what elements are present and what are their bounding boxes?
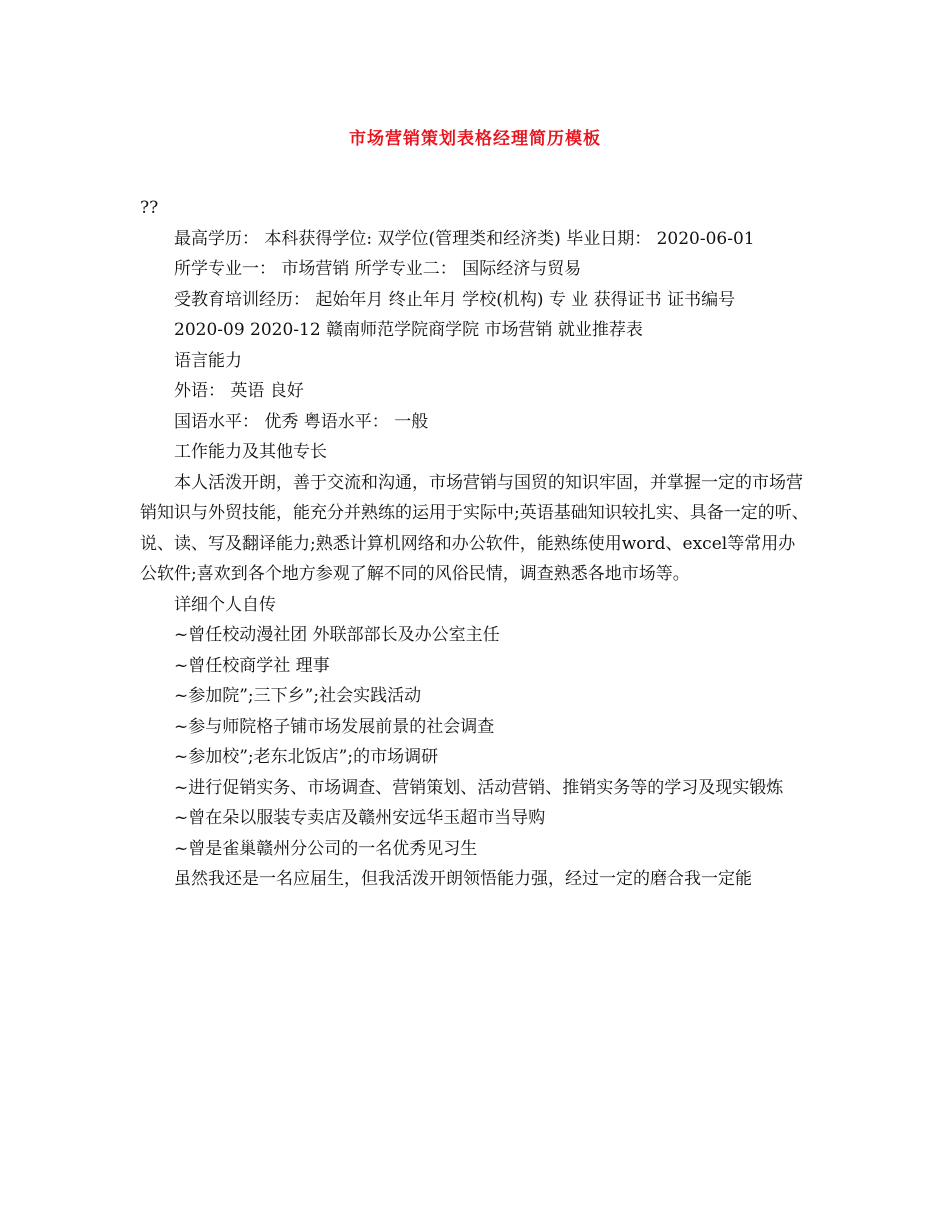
line-mandarin-cantonese: 国语水平： 优秀 粤语水平： 一般 [174, 411, 429, 432]
paragraph-skills: 本人活泼开朗，善于交流和沟通，市场营销与国贸的知识牢固，并掌握一定的市场营销知识与外贸技能，能充分并熟练的运用于实际中;英语基础知识较扎实、具备一定的听、说、读、写及翻译能力;熟悉计算机网络和办公软件，能熟练使用word、excel等常用办公软件;喜欢到各个地方参观了解不同的风俗民情，调查熟悉各地市场等。 [140, 472, 809, 584]
list-item: ~参与师院格子铺市场发展前景的社会调查 [174, 716, 495, 737]
document-body [140, 193, 812, 895]
list-item: ~曾任校动漫社团 外联部部长及办公室主任 [174, 625, 500, 645]
line-training-record: 2020-09 2020-12 赣南师范学院商学院 市场营销 就业推荐表 [174, 320, 643, 340]
line-foreign-language: 外语： 英语 良好 [174, 381, 304, 401]
list-item: ~曾是雀巢赣州分公司的一名优秀见习生 [174, 838, 478, 859]
document-title: 市场营销策划表格经理简历模板 [349, 129, 601, 149]
heading-skills: 工作能力及其他专长 [174, 442, 327, 462]
line-training-header: 受教育培训经历： 起始年月 终止年月 学校(机构) 专 业 获得证书 证书编号 [174, 289, 736, 310]
line-placeholder-marks: ?? [140, 198, 159, 218]
list-item: ~曾任校商学社 理事 [174, 655, 330, 676]
list-item: ~曾在朵以服装专卖店及赣州安远华玉超市当导购 [174, 808, 546, 828]
line-majors: 所学专业一： 市场营销 所学专业二： 国际经济与贸易 [174, 259, 582, 279]
line-education: 最高学历： 本科获得学位: 双学位(管理类和经济类) 毕业日期： 2020-06-01 [174, 228, 755, 249]
list-item: ~参加校”;老东北饭店”;的市场调研 [174, 747, 439, 767]
heading-language: 语言能力 [174, 350, 242, 371]
paragraph-closing: 虽然我还是一名应届生，但我活泼开朗领悟能力强，经过一定的磨合我一定能 [174, 869, 752, 889]
heading-autobiography: 详细个人自传 [174, 594, 276, 615]
list-item: ~进行促销实务、市场调查、营销策划、活动营销、推销实务等的学习及现实锻炼 [174, 777, 784, 798]
list-item: ~参加院”;三下乡”;社会实践活动 [174, 686, 422, 706]
